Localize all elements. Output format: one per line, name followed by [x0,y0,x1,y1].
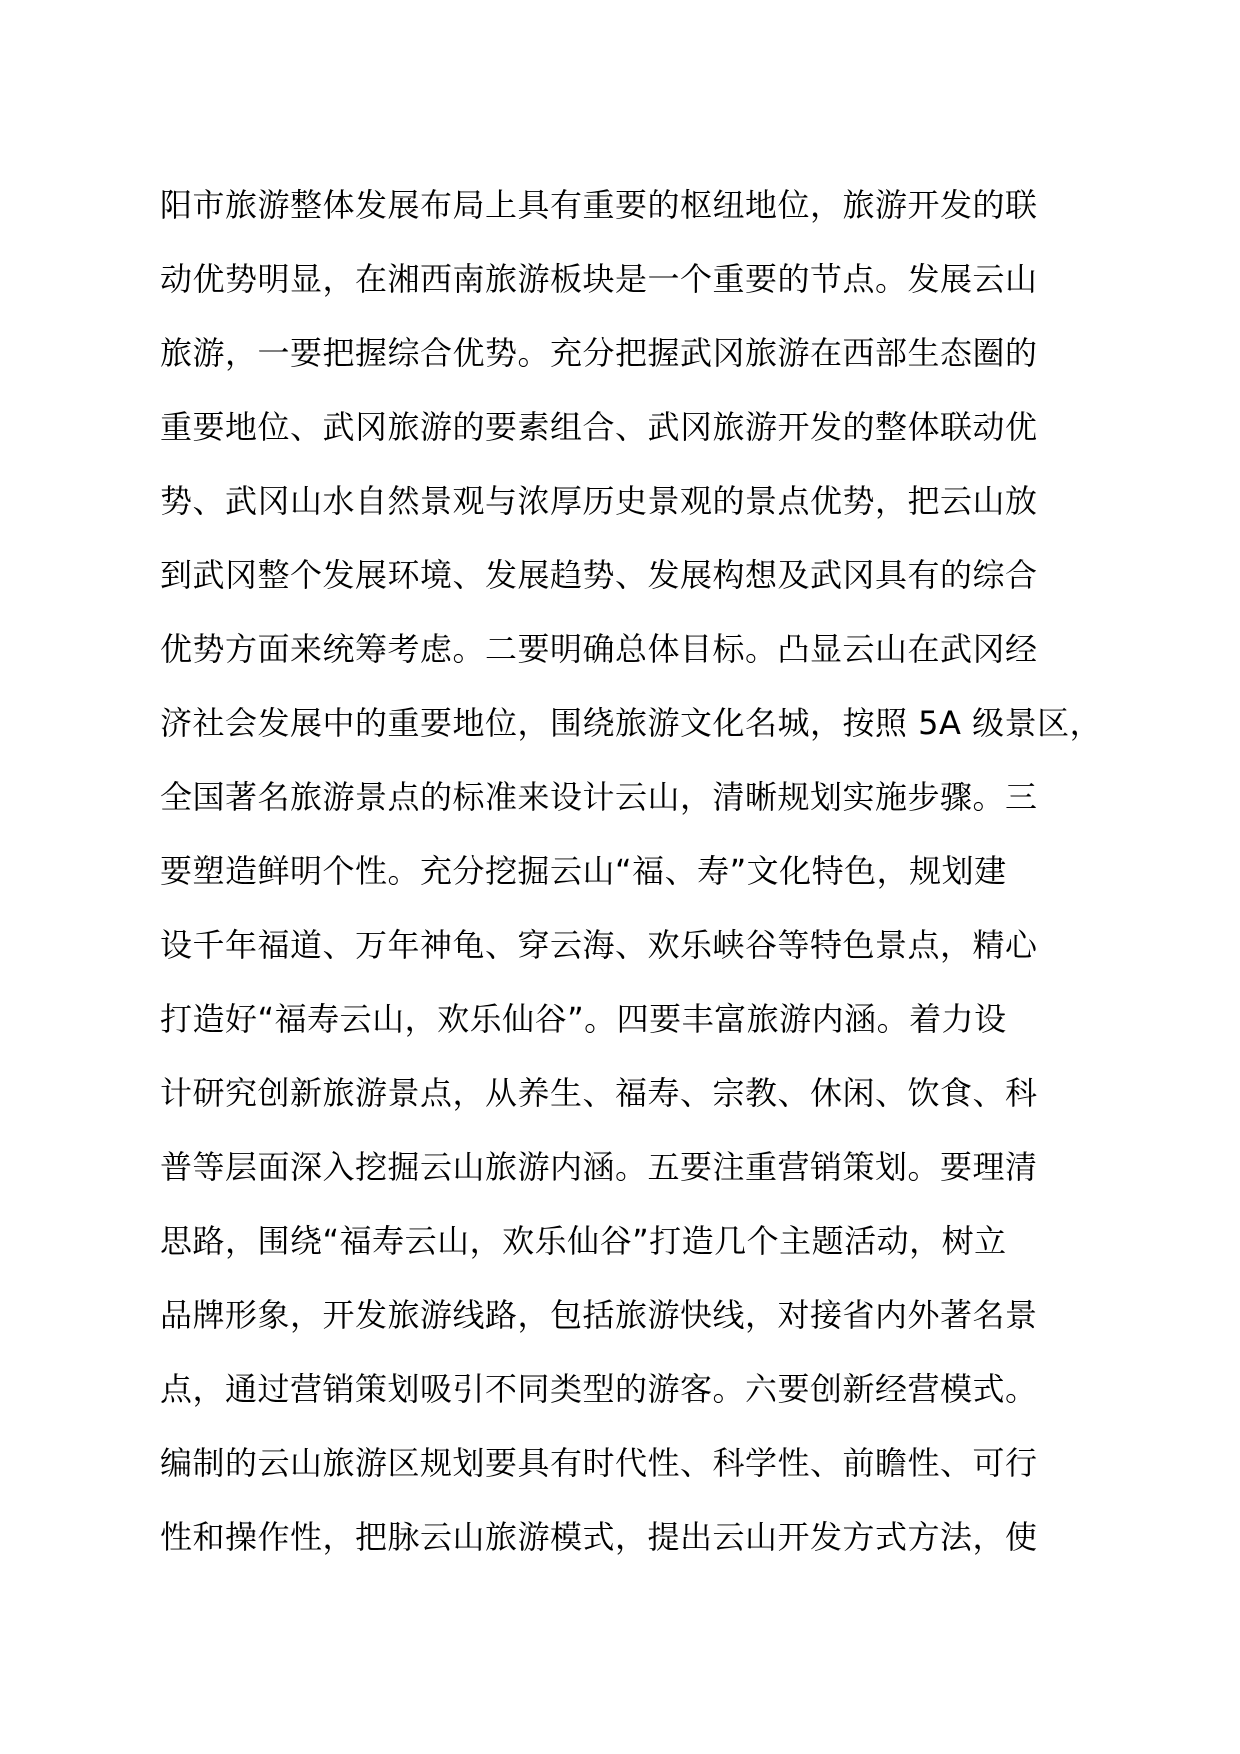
text-line: 全国著名旅游景点的标准来设计云山，清晰规划实施步骤。三 [160,778,1038,816]
text-line: 性和操作性，把脉云山旅游模式，提出云山开发方式方法，使 [160,1518,1038,1556]
text-line: 计研究创新旅游景点，从养生、福寿、宗教、休闲、饮食、科 [160,1074,1038,1112]
text-line: 编制的云山旅游区规划要具有时代性、科学性、前瞻性、可行 [160,1444,1038,1482]
text-line: 旅游，一要把握综合优势。充分把握武冈旅游在西部生态圈的 [160,334,1038,372]
body-paragraph [160,168,1120,1574]
text-line: 动优势明显，在湘西南旅游板块是一个重要的节点。发展云山 [160,260,1038,298]
text-line: 普等层面深入挖掘云山旅游内涵。五要注重营销策划。要理清 [160,1148,1038,1186]
text-line: 打造好“福寿云山，欢乐仙谷”。四要丰富旅游内涵。着力设 [160,1000,1007,1038]
text-line: 思路，围绕“福寿云山，欢乐仙谷”打造几个主题活动，树立 [160,1222,1007,1260]
text-line: 品牌形象，开发旅游线路，包括旅游快线，对接省内外著名景 [160,1296,1038,1334]
text-line: 阳市旅游整体发展布局上具有重要的枢纽地位，旅游开发的联 [160,186,1038,224]
text-line: 设千年福道、万年神龟、穿云海、欢乐峡谷等特色景点，精心 [160,926,1038,964]
text-line: 优势方面来统筹考虑。二要明确总体目标。凸显云山在武冈经 [160,630,1038,668]
text-line: 点，通过营销策划吸引不同类型的游客。六要创新经营模式。 [160,1370,1038,1408]
text-line: 到武冈整个发展环境、发展趋势、发展构想及武冈具有的综合 [160,556,1038,594]
text-line: 势、武冈山水自然景观与浓厚历史景观的景点优势，把云山放 [160,482,1038,520]
text-line: 要塑造鲜明个性。充分挖掘云山“福、寿”文化特色，规划建 [160,852,1007,890]
text-line: 济社会发展中的重要地位，围绕旅游文化名城，按照 5A 级景区， [160,704,1103,742]
text-line: 重要地位、武冈旅游的要素组合、武冈旅游开发的整体联动优 [160,408,1038,446]
